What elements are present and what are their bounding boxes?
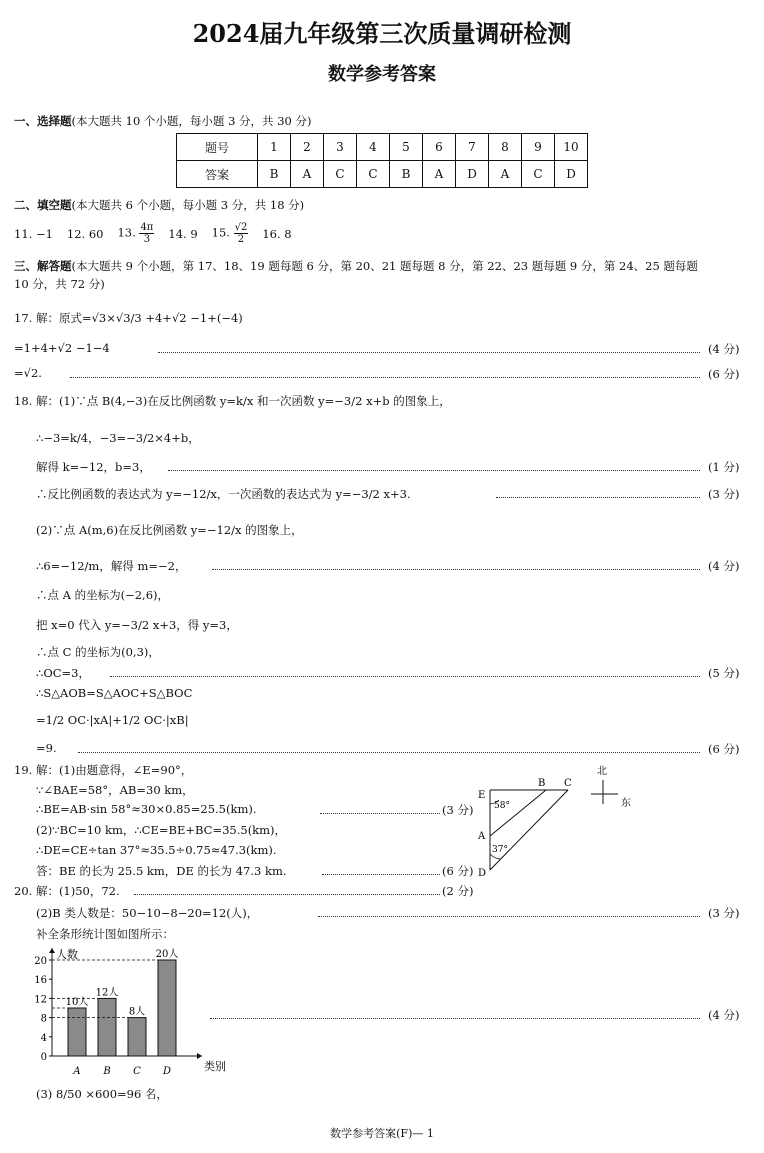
label-B: B <box>538 778 546 789</box>
fill-answers <box>14 222 292 245</box>
east-label: 东 <box>621 798 631 809</box>
y-axis-arrow <box>49 948 55 953</box>
q17-line3: =√2. <box>14 366 42 380</box>
answer-16: 16. 8 <box>262 226 292 241</box>
table-cell: 7 <box>456 134 489 161</box>
table-cell: 1 <box>258 134 291 161</box>
table-cell: A <box>423 161 456 188</box>
score: (4 分) <box>708 559 740 573</box>
bar-data-label: 10人 <box>65 997 89 1008</box>
answer-12: 12. 60 <box>66 226 104 241</box>
answer-13: 13. $\frac{4\pi}{3}$ <box>117 222 154 245</box>
x-tick-label: D <box>162 1066 172 1077</box>
score: (4 分) <box>708 342 740 356</box>
q18-line11: ∴S△AOB=S△AOC+S△BOC <box>36 686 193 700</box>
page-subtitle: 数学参考答案 <box>328 64 436 85</box>
table-cell: C <box>324 161 357 188</box>
table-cell: D <box>456 161 489 188</box>
bar <box>68 1008 86 1056</box>
north-label: 北 <box>597 766 607 777</box>
bar <box>158 960 176 1056</box>
q17-line2: =1+4+√2 −1−4 <box>14 341 110 355</box>
score: (2 分) <box>442 884 474 898</box>
table-cell: 6 <box>423 134 456 161</box>
q18-line3: 解得 k=−12，b=3， <box>36 460 151 474</box>
answer-table <box>176 133 588 188</box>
bar-data-label: 12人 <box>95 987 119 999</box>
q17-line1: 17. 解：原式=√3×√3/3 +4+√2 −1+(−4) <box>14 311 243 325</box>
q20-line2: (2)B 类人数是：50−10−8−20=12(人)， <box>36 906 259 920</box>
q18-line6: ∴6=−12/m，解得 m=−2， <box>36 559 187 573</box>
section1-heading: 一、选择题(本大题共 10 个小题，每小题 3 分，共 30 分) <box>14 114 312 128</box>
q18-line1: 18. 解：(1)∵点 B(4,−3)在反比例函数 y=k/x 和一次函数 y=−3/2 x+b 的图象上， <box>14 394 451 408</box>
y-tick-label: 12 <box>34 994 47 1006</box>
table-cell: A <box>489 161 522 188</box>
q19-line2: ∵∠BAE=58°，AB=30 km， <box>36 783 194 797</box>
table-cell: B <box>390 161 423 188</box>
label-D: D <box>478 868 487 879</box>
angle-37: 37° <box>492 845 508 855</box>
bar-chart <box>20 944 226 1077</box>
table-cell: 9 <box>522 134 555 161</box>
table-cell: 答案 <box>177 161 258 188</box>
answer-14: 14. 9 <box>168 226 198 241</box>
q19-line4: (2)∵BC=10 km，∴CE=BE+BC=35.5(km)， <box>36 823 287 837</box>
section2-heading: 二、填空题(本大题共 6 个小题，每小题 3 分，共 18 分) <box>14 198 305 212</box>
bar <box>128 1018 146 1056</box>
table-cell: C <box>357 161 390 188</box>
q20-line3: 补全条形统计图如图所示： <box>36 927 174 941</box>
q20-line1: 20. 解：(1)50，72. <box>14 884 120 898</box>
table-cell: B <box>258 161 291 188</box>
table-cell: 2 <box>291 134 324 161</box>
y-tick-label: 0 <box>40 1052 47 1063</box>
table-row <box>177 161 588 188</box>
section3-heading: 三、解答题(本大题共 9 个小题，第 17、18、19 题每题 6 分，第 20、21 题每题 8 分，第 22、23 题每题 9 分，第 24、25 题每题 <box>14 259 698 273</box>
score: (3 分) <box>708 487 740 501</box>
score: (1 分) <box>708 460 740 474</box>
page-title: 2024届九年级第三次质量调研检测 <box>192 19 572 48</box>
q18-line4: ∴反比例函数的表达式为 y=−12/x，一次函数的表达式为 y=−3/2 x+3. <box>36 487 411 501</box>
bar-data-label: 8人 <box>128 1006 146 1018</box>
y-tick-label: 16 <box>34 975 47 987</box>
q18-line2: ∴−3=k/4，−3=−3/2×4+b， <box>36 431 200 445</box>
table-cell: D <box>555 161 588 188</box>
table-cell: 4 <box>357 134 390 161</box>
table-cell: A <box>291 161 324 188</box>
q18-line8: 把 x=0 代入 y=−3/2 x+3，得 y=3， <box>36 618 238 632</box>
q18-line13: =9. <box>36 741 57 755</box>
q19-line1: 19. 解：(1)由题意得，∠E=90°， <box>14 763 193 777</box>
x-tick-label: B <box>103 1066 111 1077</box>
table-cell: 题号 <box>177 134 258 161</box>
q18-line9: ∴点 C 的坐标为(0,3)， <box>36 645 160 659</box>
answer-15: 15. $\frac{√2}{2}$ <box>211 222 248 245</box>
table-cell: 3 <box>324 134 357 161</box>
q19-line6: 答：BE 的长为 25.5 km，DE 的长为 47.3 km. <box>36 864 287 878</box>
score: (3 分) <box>708 906 740 920</box>
score: (5 分) <box>708 666 740 680</box>
q18-line5: (2)∵点 A(m,6)在反比例函数 y=−12/x 的图象上， <box>36 523 303 537</box>
score: (6 分) <box>442 864 474 878</box>
section3-note: 10 分，共 72 分) <box>14 277 105 291</box>
q18-line10: ∴OC=3， <box>36 666 90 680</box>
table-cell: 10 <box>555 134 588 161</box>
score: (6 分) <box>708 742 740 756</box>
q19-line3: ∴BE=AB·sin 58°≈30×0.85=25.5(km). <box>36 802 257 816</box>
page-footer: 数学参考答案(F)— 1 <box>330 1127 434 1140</box>
y-tick-label: 4 <box>40 1032 47 1044</box>
label-C: C <box>564 778 572 789</box>
q20-line4: (3) 8/50 ×600=96 名， <box>36 1087 168 1101</box>
y-axis-title: 人数 <box>56 948 78 961</box>
table-cell: C <box>522 161 555 188</box>
table-cell: 5 <box>390 134 423 161</box>
table-cell: 8 <box>489 134 522 161</box>
score: (3 分) <box>442 803 474 817</box>
q19-line5: ∴DE=CE÷tan 37°≈35.5÷0.75≈47.3(km). <box>36 843 277 857</box>
score: (6 分) <box>708 367 740 381</box>
angle-58: 58° <box>494 801 510 811</box>
x-tick-label: A <box>73 1066 81 1077</box>
y-tick-label: 20 <box>34 956 47 967</box>
x-tick-label: C <box>133 1066 141 1077</box>
x-axis-title: 类别 <box>204 1060 226 1073</box>
label-E: E <box>478 790 486 801</box>
x-axis-arrow <box>197 1053 202 1059</box>
bar <box>98 998 116 1056</box>
direction-triangle-diagram <box>470 758 650 878</box>
q18-line12: =1/2 OC·|xA|+1/2 OC·|xB| <box>36 713 189 727</box>
table-row <box>177 134 588 161</box>
score: (4 分) <box>708 1008 740 1022</box>
y-tick-label: 8 <box>40 1013 47 1025</box>
answer-11: 11. −1 <box>14 226 53 241</box>
label-A: A <box>478 831 486 842</box>
q18-line7: ∴点 A 的坐标为(−2,6)， <box>36 588 170 602</box>
bar-data-label: 20人 <box>155 949 179 960</box>
